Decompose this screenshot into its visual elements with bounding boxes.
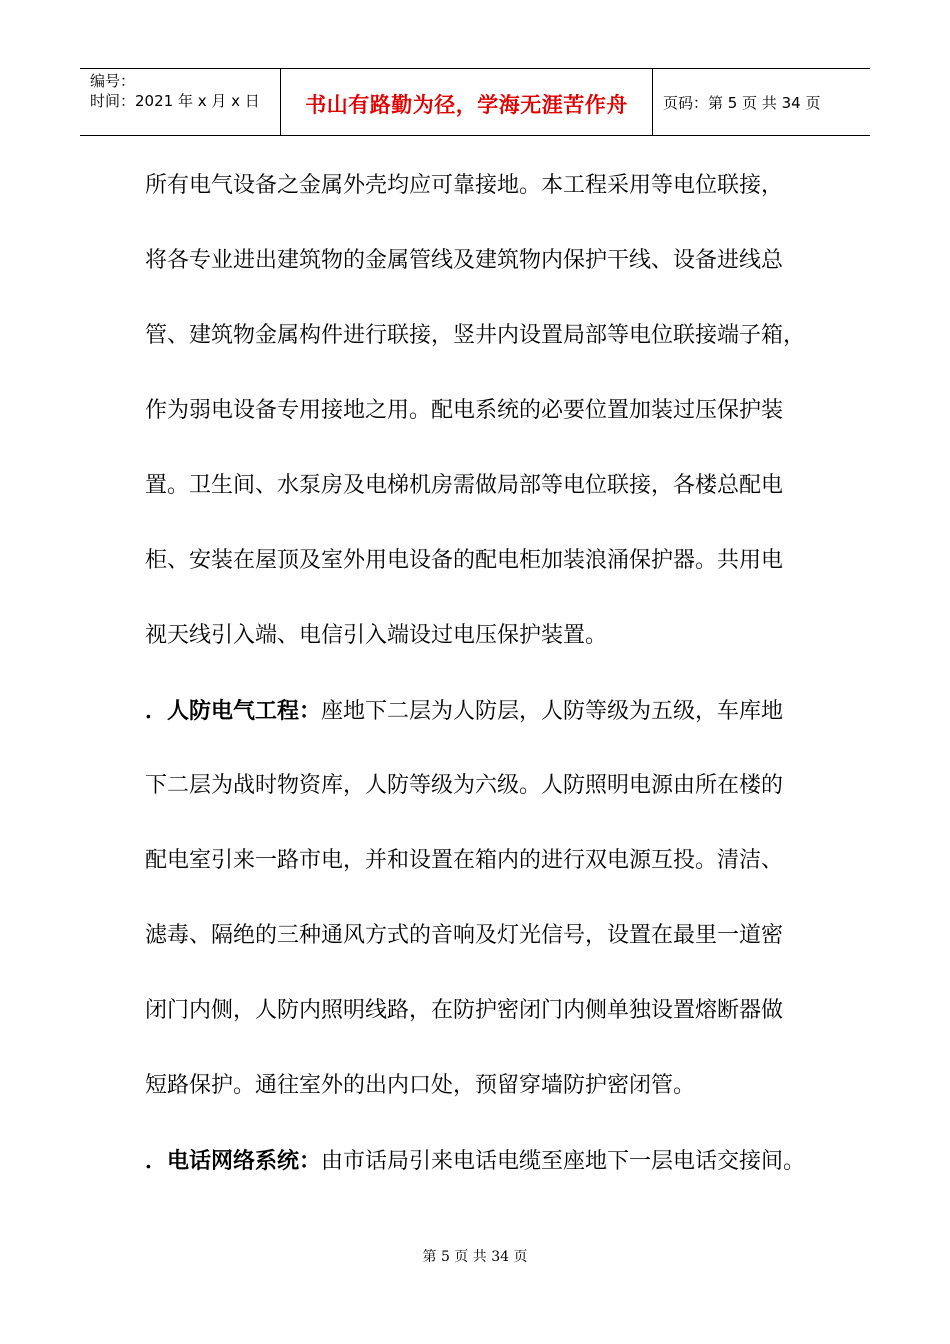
civil-defense-heading-line [145, 691, 815, 766]
body-line: 闭门内侧，人防内照明线路，在防护密闭门内侧单独设置熔断器做 [145, 998, 784, 1023]
document-body [145, 166, 815, 1216]
body-line: 置。卫生间、水泵房及电梯机房需做局部等电位联接，各楼总配电 [145, 473, 784, 498]
document-number-label: 编号： [90, 72, 136, 90]
body-line: 将各专业进出建筑物的金属管线及建筑物内保护干线、设备进线总 [145, 248, 784, 273]
body-line: 滤毒、隔绝的三种通风方式的音响及灯光信号，设置在最里一道密 [145, 923, 784, 948]
telephone-first-line: 由市话局引来电话电缆至座地下一层电话交接间。 [321, 1149, 806, 1174]
footer-page-number: 第 5 页 共 34 页 [422, 1249, 528, 1265]
header-motto: 书山有路勤为径，学海无涯苦作舟 [305, 93, 628, 117]
header-page-cell [653, 69, 870, 135]
header-table [80, 68, 870, 136]
civil-defense-first-line: 座地下二层为人防层，人防等级为五级，车库地 [321, 699, 784, 724]
document-date-label: 时间：2021 年 x 月 x 日 [90, 92, 260, 110]
body-line: 管、建筑物金属构件进行联接，竖井内设置局部等电位联接端子箱， [145, 323, 806, 348]
body-line: 视天线引入端、电信引入端设过电压保护装置。 [145, 623, 608, 648]
section-bullet: ． [145, 1148, 168, 1174]
header-page-label: 页码：第 5 页 共 34 页 [663, 93, 821, 112]
body-line: 所有电气设备之金属外壳均应可靠接地。本工程采用等电位联接， [145, 173, 784, 198]
body-line: 作为弱电设备专用接地之用。配电系统的必要位置加装过压保护装 [145, 398, 784, 423]
page-footer [0, 1246, 950, 1266]
header-meta-cell [80, 69, 281, 135]
body-line: 柜、安装在屋顶及室外用电设备的配电柜加装浪涌保护器。共用电 [145, 548, 784, 573]
body-line: 下二层为战时物资库，人防等级为六级。人防照明电源由所在楼的 [145, 773, 784, 798]
section-bullet: ． [145, 698, 168, 724]
body-line: 短路保护。通往室外的出内口处，预留穿墙防护密闭管。 [145, 1073, 696, 1098]
header-motto-cell [281, 69, 653, 135]
body-line: 配电室引来一路市电，并和设置在箱内的进行双电源互投。清洁、 [145, 848, 784, 873]
telephone-label: 电话网络系统： [167, 1148, 322, 1174]
civil-defense-label: 人防电气工程： [167, 698, 322, 724]
telephone-heading-line [145, 1141, 815, 1216]
